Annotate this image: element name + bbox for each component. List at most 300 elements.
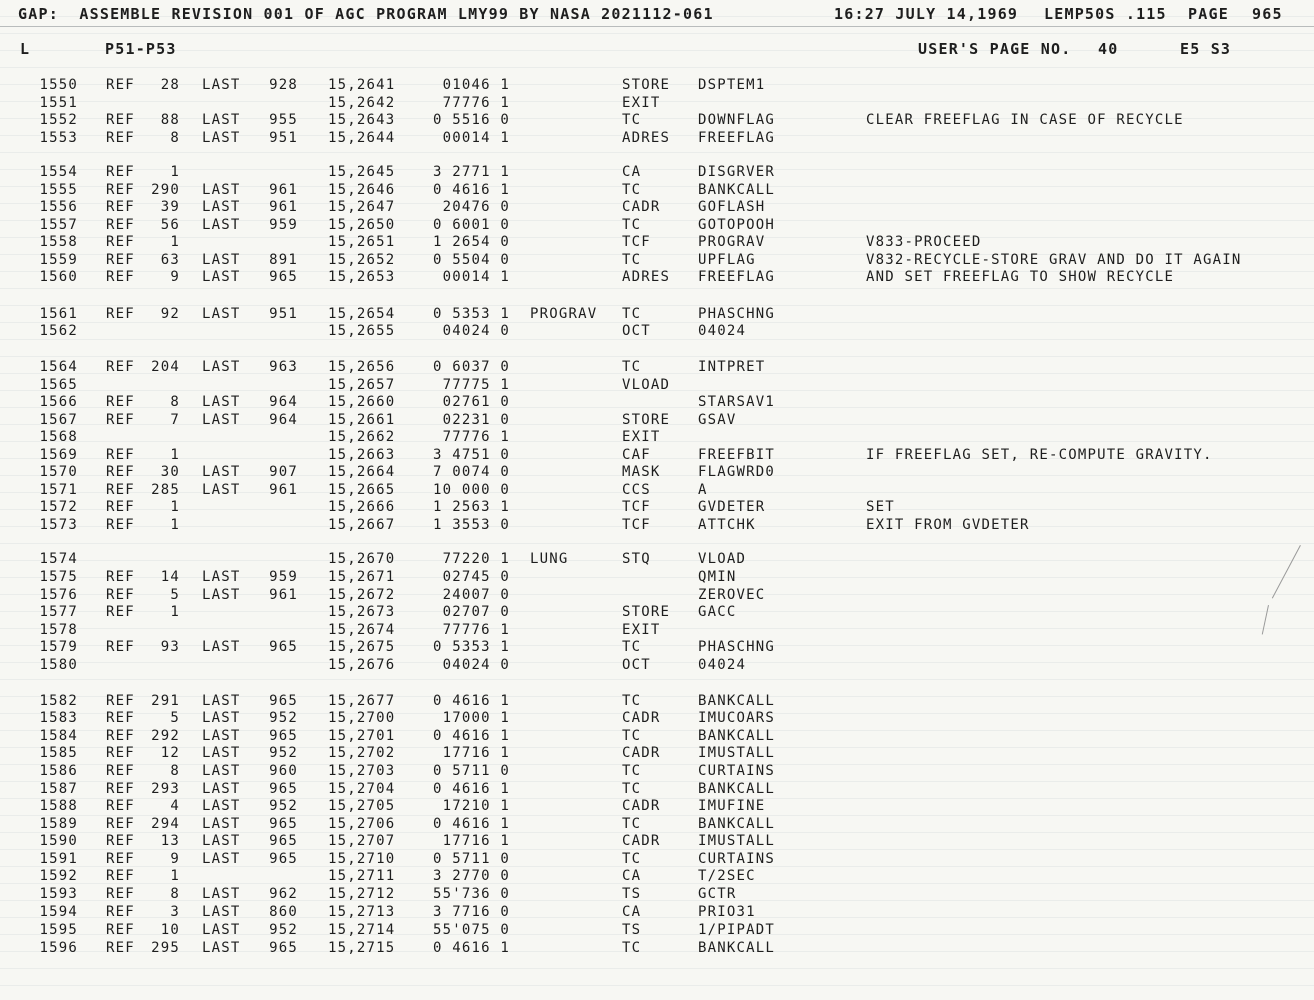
symbol-label: LUNG <box>530 551 569 567</box>
address: 15,2705 <box>328 798 396 814</box>
opcode: CA <box>622 164 642 180</box>
last-label: LAST <box>202 182 241 198</box>
line-number: 1579 <box>39 639 78 655</box>
ref-count: 292 <box>151 728 180 744</box>
ref-label: REF <box>106 728 135 744</box>
ref-count: 295 <box>151 940 180 956</box>
octal-code: 17716 1 <box>442 833 510 849</box>
ref-count: 63 <box>160 252 180 268</box>
ref-count: 290 <box>151 182 180 198</box>
operand: 04024 <box>698 657 747 673</box>
ref-label: REF <box>106 763 135 779</box>
octal-code: 0 5504 0 <box>432 252 510 268</box>
address: 15,2713 <box>328 904 396 920</box>
operand: CURTAINS <box>698 851 776 867</box>
last-label: LAST <box>202 833 241 849</box>
ref-label: REF <box>106 833 135 849</box>
operand: GCTR <box>698 886 737 902</box>
address: 15,2650 <box>328 217 396 233</box>
octal-code: 77775 1 <box>442 377 510 393</box>
ref-count: 7 <box>170 412 180 428</box>
ref-count: 39 <box>160 199 180 215</box>
listing-line <box>0 815 1314 833</box>
ref-label: REF <box>106 940 135 956</box>
opcode: EXIT <box>622 622 661 638</box>
ref-label: REF <box>106 798 135 814</box>
ref-label: REF <box>106 217 135 233</box>
ref-label: REF <box>106 816 135 832</box>
operand: IMUSTALL <box>698 833 776 849</box>
opcode: MASK <box>622 464 661 480</box>
listing-line <box>0 428 1314 446</box>
opcode: OCT <box>622 323 651 339</box>
last-page: 959 <box>269 569 298 585</box>
last-label: LAST <box>202 639 241 655</box>
opcode: VLOAD <box>622 377 671 393</box>
line-number: 1574 <box>39 551 78 567</box>
last-page: 907 <box>269 464 298 480</box>
line-number: 1568 <box>39 429 78 445</box>
octal-code: 55'075 0 <box>432 922 510 938</box>
ref-label: REF <box>106 604 135 620</box>
ref-count: 12 <box>160 745 180 761</box>
line-number: 1578 <box>39 622 78 638</box>
opcode: TC <box>622 182 642 198</box>
comment: AND SET FREEFLAG TO SHOW RECYCLE <box>866 269 1175 285</box>
line-number: 1557 <box>39 217 78 233</box>
last-page: 952 <box>269 922 298 938</box>
opcode: TC <box>622 693 642 709</box>
last-label: LAST <box>202 763 241 779</box>
opcode: TC <box>622 112 642 128</box>
users-page-number: 40 <box>1098 40 1119 58</box>
listing-line <box>0 463 1314 481</box>
ref-count: 14 <box>160 569 180 585</box>
octal-code: 0 5516 0 <box>432 112 510 128</box>
octal-code: 0 5353 1 <box>432 306 510 322</box>
listing-line <box>0 568 1314 586</box>
listing-line <box>0 727 1314 745</box>
ref-count: 88 <box>160 112 180 128</box>
opcode: TC <box>622 306 642 322</box>
operand: DISGRVER <box>698 164 776 180</box>
last-page: 965 <box>269 639 298 655</box>
opcode: TC <box>622 781 642 797</box>
last-page: 965 <box>269 833 298 849</box>
operand: GACC <box>698 604 737 620</box>
operand: BANKCALL <box>698 781 776 797</box>
ref-label: REF <box>106 499 135 515</box>
last-label: LAST <box>202 482 241 498</box>
listing-line <box>0 305 1314 323</box>
address: 15,2663 <box>328 447 396 463</box>
octal-code: 0 4616 1 <box>432 781 510 797</box>
opcode: TCF <box>622 499 651 515</box>
ref-count: 1 <box>170 517 180 533</box>
last-page: 965 <box>269 851 298 867</box>
address: 15,2703 <box>328 763 396 779</box>
address: 15,2714 <box>328 922 396 938</box>
listing-line <box>0 516 1314 534</box>
ref-label: REF <box>106 447 135 463</box>
address: 15,2710 <box>328 851 396 867</box>
address: 15,2655 <box>328 323 396 339</box>
opcode: CAF <box>622 447 651 463</box>
address: 15,2674 <box>328 622 396 638</box>
listing-line <box>0 181 1314 199</box>
last-page: 959 <box>269 217 298 233</box>
line-number: 1558 <box>39 234 78 250</box>
line-number: 1555 <box>39 182 78 198</box>
operand: FLAGWRD0 <box>698 464 776 480</box>
last-page: 965 <box>269 781 298 797</box>
last-page: 965 <box>269 728 298 744</box>
line-number: 1593 <box>39 886 78 902</box>
octal-code: 24007 0 <box>442 587 510 603</box>
last-page: 955 <box>269 112 298 128</box>
address: 15,2670 <box>328 551 396 567</box>
last-label: LAST <box>202 394 241 410</box>
ref-count: 1 <box>170 164 180 180</box>
ref-count: 9 <box>170 851 180 867</box>
operand: FREEFLAG <box>698 130 776 146</box>
listing-line <box>0 129 1314 147</box>
last-page: 961 <box>269 587 298 603</box>
listing-lemp: LEMP50S .115 <box>1044 5 1167 23</box>
last-label: LAST <box>202 199 241 215</box>
opcode: TCF <box>622 517 651 533</box>
octal-code: 77776 1 <box>442 429 510 445</box>
operand: GVDETER <box>698 499 766 515</box>
line-number: 1571 <box>39 482 78 498</box>
octal-code: 04024 0 <box>442 657 510 673</box>
last-label: LAST <box>202 693 241 709</box>
listing-line <box>0 163 1314 181</box>
address: 15,2675 <box>328 639 396 655</box>
line-number: 1576 <box>39 587 78 603</box>
ref-label: REF <box>106 517 135 533</box>
opcode: TC <box>622 359 642 375</box>
ref-count: 1 <box>170 499 180 515</box>
opcode: STORE <box>622 604 671 620</box>
line-number: 1586 <box>39 763 78 779</box>
operand: STARSAV1 <box>698 394 776 410</box>
octal-code: 0 4616 1 <box>432 728 510 744</box>
listing-line <box>0 251 1314 269</box>
listing-line <box>0 762 1314 780</box>
operand: IMUCOARS <box>698 710 776 726</box>
operand: FREEFBIT <box>698 447 776 463</box>
operand: T/2SEC <box>698 868 756 884</box>
opcode: CADR <box>622 798 661 814</box>
octal-code: 1 2654 0 <box>432 234 510 250</box>
octal-code: 0 6037 0 <box>432 359 510 375</box>
opcode: TC <box>622 252 642 268</box>
address: 15,2711 <box>328 868 396 884</box>
last-label: LAST <box>202 412 241 428</box>
last-page: 951 <box>269 306 298 322</box>
last-page: 951 <box>269 130 298 146</box>
address: 15,2656 <box>328 359 396 375</box>
last-page: 964 <box>269 394 298 410</box>
last-label: LAST <box>202 252 241 268</box>
ref-label: REF <box>106 234 135 250</box>
listing-line <box>0 621 1314 639</box>
address: 15,2646 <box>328 182 396 198</box>
line-number: 1567 <box>39 412 78 428</box>
address: 15,2672 <box>328 587 396 603</box>
operand: GOFLASH <box>698 199 766 215</box>
octal-code: 77776 1 <box>442 95 510 111</box>
opcode: TS <box>622 922 642 938</box>
address: 15,2654 <box>328 306 396 322</box>
opcode: TS <box>622 886 642 902</box>
operand: UPFLAG <box>698 252 756 268</box>
operand: IMUFINE <box>698 798 766 814</box>
last-label: LAST <box>202 816 241 832</box>
address: 15,2657 <box>328 377 396 393</box>
address: 15,2660 <box>328 394 396 410</box>
ref-count: 5 <box>170 587 180 603</box>
ref-label: REF <box>106 412 135 428</box>
listing-line <box>0 832 1314 850</box>
operand: GSAV <box>698 412 737 428</box>
address: 15,2704 <box>328 781 396 797</box>
line-number: 1589 <box>39 816 78 832</box>
opcode: CCS <box>622 482 651 498</box>
octal-code: 00014 1 <box>442 269 510 285</box>
ref-label: REF <box>106 904 135 920</box>
address: 15,2702 <box>328 745 396 761</box>
last-page: 965 <box>269 816 298 832</box>
operand: GOTOPOOH <box>698 217 776 233</box>
octal-code: 17716 1 <box>442 745 510 761</box>
operand: PROGRAV <box>698 234 766 250</box>
listing-line <box>0 393 1314 411</box>
line-number: 1550 <box>39 77 78 93</box>
ref-count: 1 <box>170 868 180 884</box>
line-number: 1580 <box>39 657 78 673</box>
last-page: 928 <box>269 77 298 93</box>
line-number: 1595 <box>39 922 78 938</box>
listing-line <box>0 111 1314 129</box>
operand: ZEROVEC <box>698 587 766 603</box>
ref-label: REF <box>106 464 135 480</box>
l-mark: L <box>20 40 31 58</box>
last-label: LAST <box>202 464 241 480</box>
last-label: LAST <box>202 922 241 938</box>
ref-count: 8 <box>170 763 180 779</box>
line-number: 1583 <box>39 710 78 726</box>
listing-line <box>0 376 1314 394</box>
listing-line <box>0 903 1314 921</box>
address: 15,2645 <box>328 164 396 180</box>
address: 15,2641 <box>328 77 396 93</box>
listing-line <box>0 322 1314 340</box>
last-label: LAST <box>202 77 241 93</box>
listing-title: GAP: ASSEMBLE REVISION 001 OF AGC PROGRAM LMY99 BY NASA 2021112-061 <box>18 5 714 23</box>
ref-label: REF <box>106 306 135 322</box>
listing-line <box>0 268 1314 286</box>
listing-line <box>0 586 1314 604</box>
opcode: TC <box>622 763 642 779</box>
opcode: CADR <box>622 833 661 849</box>
octal-code: 02707 0 <box>442 604 510 620</box>
ref-count: 291 <box>151 693 180 709</box>
opcode: EXIT <box>622 429 661 445</box>
line-number: 1561 <box>39 306 78 322</box>
octal-code: 77776 1 <box>442 622 510 638</box>
listing-line <box>0 939 1314 957</box>
e-code: E5 S3 <box>1180 40 1232 58</box>
ref-label: REF <box>106 693 135 709</box>
octal-code: 10 000 0 <box>432 482 510 498</box>
ref-count: 1 <box>170 604 180 620</box>
address: 15,2671 <box>328 569 396 585</box>
opcode: TC <box>622 816 642 832</box>
ref-label: REF <box>106 394 135 410</box>
operand: QMIN <box>698 569 737 585</box>
line-number: 1584 <box>39 728 78 744</box>
operand: PHASCHNG <box>698 639 776 655</box>
last-label: LAST <box>202 130 241 146</box>
ref-count: 293 <box>151 781 180 797</box>
ref-count: 294 <box>151 816 180 832</box>
listing-line <box>0 780 1314 798</box>
last-page: 964 <box>269 412 298 428</box>
operand: BANKCALL <box>698 940 776 956</box>
ref-count: 3 <box>170 904 180 920</box>
octal-code: 0 4616 1 <box>432 693 510 709</box>
listing-line <box>0 603 1314 621</box>
line-number: 1551 <box>39 95 78 111</box>
last-page: 963 <box>269 359 298 375</box>
octal-code: 0 6001 0 <box>432 217 510 233</box>
ref-label: REF <box>106 745 135 761</box>
last-label: LAST <box>202 886 241 902</box>
octal-code: 01046 1 <box>442 77 510 93</box>
last-label: LAST <box>202 359 241 375</box>
address: 15,2707 <box>328 833 396 849</box>
header-rule <box>0 26 1314 27</box>
ref-label: REF <box>106 868 135 884</box>
operand: FREEFLAG <box>698 269 776 285</box>
ref-label: REF <box>106 164 135 180</box>
last-page: 961 <box>269 199 298 215</box>
ref-label: REF <box>106 252 135 268</box>
opcode: ADRES <box>622 130 671 146</box>
line-number: 1566 <box>39 394 78 410</box>
line-number: 1575 <box>39 569 78 585</box>
listing-timestamp: 16:27 JULY 14,1969 <box>834 5 1019 23</box>
listing-line <box>0 446 1314 464</box>
listing-line <box>0 233 1314 251</box>
octal-code: 0 4616 1 <box>432 940 510 956</box>
comment: V833-PROCEED <box>866 234 982 250</box>
last-label: LAST <box>202 569 241 585</box>
ref-count: 13 <box>160 833 180 849</box>
operand: INTPRET <box>698 359 766 375</box>
opcode: TC <box>622 940 642 956</box>
octal-code: 3 7716 0 <box>432 904 510 920</box>
ref-label: REF <box>106 199 135 215</box>
octal-code: 1 3553 0 <box>432 517 510 533</box>
last-label: LAST <box>202 798 241 814</box>
octal-code: 04024 0 <box>442 323 510 339</box>
line-number: 1591 <box>39 851 78 867</box>
line-number: 1554 <box>39 164 78 180</box>
opcode: TC <box>622 851 642 867</box>
opcode: STORE <box>622 412 671 428</box>
listing-line <box>0 216 1314 234</box>
listing-line <box>0 921 1314 939</box>
listing-line <box>0 550 1314 568</box>
line-number: 1560 <box>39 269 78 285</box>
octal-code: 3 2771 1 <box>432 164 510 180</box>
line-number: 1577 <box>39 604 78 620</box>
last-label: LAST <box>202 269 241 285</box>
ref-count: 1 <box>170 447 180 463</box>
ref-count: 4 <box>170 798 180 814</box>
address: 15,2673 <box>328 604 396 620</box>
address: 15,2647 <box>328 199 396 215</box>
symbol-label: PROGRAV <box>530 306 598 322</box>
operand: A <box>698 482 708 498</box>
listing-line <box>0 76 1314 94</box>
ref-label: REF <box>106 710 135 726</box>
address: 15,2700 <box>328 710 396 726</box>
page-number: 965 <box>1252 5 1283 23</box>
opcode: CADR <box>622 199 661 215</box>
last-label: LAST <box>202 710 241 726</box>
ref-count: 92 <box>160 306 180 322</box>
line-number: 1565 <box>39 377 78 393</box>
opcode: OCT <box>622 657 651 673</box>
operand: 1/PIPADT <box>698 922 776 938</box>
listing-line <box>0 867 1314 885</box>
listing-line <box>0 885 1314 903</box>
octal-code: 02761 0 <box>442 394 510 410</box>
ref-label: REF <box>106 569 135 585</box>
last-page: 952 <box>269 798 298 814</box>
ref-label: REF <box>106 922 135 938</box>
address: 15,2677 <box>328 693 396 709</box>
operand: BANKCALL <box>698 728 776 744</box>
octal-code: 7 0074 0 <box>432 464 510 480</box>
octal-code: 0 5353 1 <box>432 639 510 655</box>
line-number: 1552 <box>39 112 78 128</box>
address: 15,2643 <box>328 112 396 128</box>
opcode: CADR <box>622 745 661 761</box>
last-page: 891 <box>269 252 298 268</box>
last-label: LAST <box>202 306 241 322</box>
octal-code: 1 2563 1 <box>432 499 510 515</box>
listing-line <box>0 744 1314 762</box>
users-page-label: USER'S PAGE NO. <box>918 40 1072 58</box>
opcode: EXIT <box>622 95 661 111</box>
opcode: CADR <box>622 710 661 726</box>
octal-code: 3 2770 0 <box>432 868 510 884</box>
ref-count: 30 <box>160 464 180 480</box>
line-number: 1564 <box>39 359 78 375</box>
line-number: 1592 <box>39 868 78 884</box>
comment: V832-RECYCLE-STORE GRAV AND DO IT AGAIN <box>866 252 1242 268</box>
ref-count: 285 <box>151 482 180 498</box>
listing-line <box>0 198 1314 216</box>
line-number: 1588 <box>39 798 78 814</box>
ref-label: REF <box>106 77 135 93</box>
ref-count: 56 <box>160 217 180 233</box>
